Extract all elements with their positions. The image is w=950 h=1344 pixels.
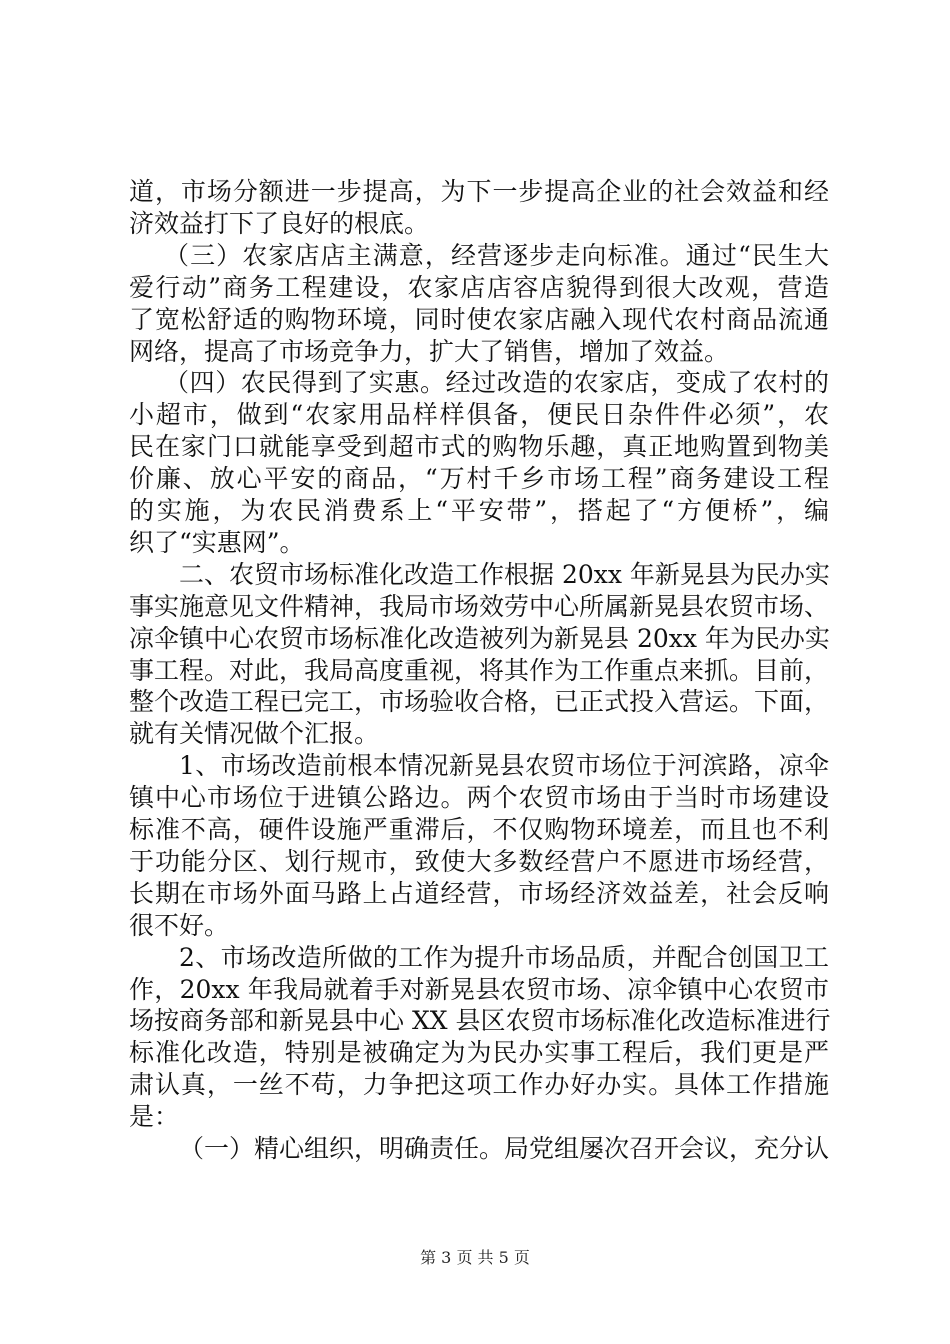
text-line: （三）农家店店主满意，经营逐步走向标准。通过“民生大 [164, 241, 829, 270]
text-line: 事实施意见文件精神，我局市场效劳中心所属新晃县农贸市场、 [129, 592, 830, 621]
text-line: （一）精心组织，明确责任。局党组屡次召开会议，充分认 [179, 1134, 830, 1163]
text-line: 二、农贸市场标准化改造工作根据 20xx 年新晃县为民办实 [179, 560, 830, 589]
text-line: 织了“实惠网”。 [129, 528, 305, 557]
text-line: 民在家门口就能享受到超市式的购物乐趣，真正地购置到物美 [129, 432, 829, 461]
text-line: 标准不高，硬件设施严重滞后，不仅购物环境差，而且也不利 [129, 815, 829, 844]
text-line: 道，市场分额进一步提高，为下一步提高企业的社会效益和经 [129, 177, 829, 206]
text-line: （四）农民得到了实惠。经过改造的农家店，变成了农村的 [164, 368, 829, 397]
text-line: 1、市场改造前根本情况新晃县农贸市场位于河滨路，凉伞 [179, 751, 829, 780]
text-line: 整个改造工程已完工，市场验收合格，已正式投入营运。下面， [129, 687, 830, 716]
text-line: 作，20xx 年我局就着手对新晃县农贸市场、凉伞镇中心农贸市 [129, 975, 829, 1004]
text-line: 2、市场改造所做的工作为提升市场品质，并配合创国卫工 [179, 943, 829, 972]
text-line: 济效益打下了良好的根底。 [129, 209, 430, 238]
page-footer: 第 3 页 共 5 页 [420, 1248, 530, 1267]
text-line: 很不好。 [129, 911, 230, 940]
text-line: 事工程。对此，我局高度重视，将其作为工作重点来抓。目前， [129, 656, 830, 685]
text-line: 于功能分区、划行规市，致使大多数经营户不愿进市场经营， [129, 847, 829, 876]
text-line: 镇中心市场位于进镇公路边。两个农贸市场由于当时市场建设 [129, 783, 829, 812]
text-line: 肃认真，一丝不苟，力争把这项工作办好办实。具体工作措施 [129, 1070, 829, 1099]
text-line: 价廉、放心平安的商品，“万村千乡市场工程”商务建设工程 [129, 464, 829, 493]
text-line: 长期在市场外面马路上占道经营，市场经济效益差，社会反响 [129, 879, 829, 908]
text-line: 场按商务部和新晃县中心 XX 县区农贸市场标准化改造标准进行 [129, 1006, 831, 1035]
text-line: 凉伞镇中心农贸市场标准化改造被列为新晃县 20xx 年为民办实 [129, 624, 830, 653]
text-line: 的实施，为农民消费系上“平安带”，搭起了“方便桥”，编 [129, 496, 829, 525]
text-line: 标准化改造，特别是被确定为为民办实事工程后，我们更是严 [129, 1038, 829, 1067]
text-line: 小超市，做到“农家用品样样俱备，便民日杂件件必须”，农 [129, 400, 829, 429]
text-line: 就有关情况做个汇报。 [129, 719, 380, 748]
text-line: 网络，提高了市场竞争力，扩大了销售，增加了效益。 [129, 337, 730, 366]
text-line: 是： [129, 1102, 180, 1131]
text-line: 了宽松舒适的购物环境，同时使农家店融入现代农村商品流通 [129, 305, 829, 334]
text-line: 爱行动”商务工程建设，农家店店容店貌得到很大改观，营造 [129, 273, 829, 302]
